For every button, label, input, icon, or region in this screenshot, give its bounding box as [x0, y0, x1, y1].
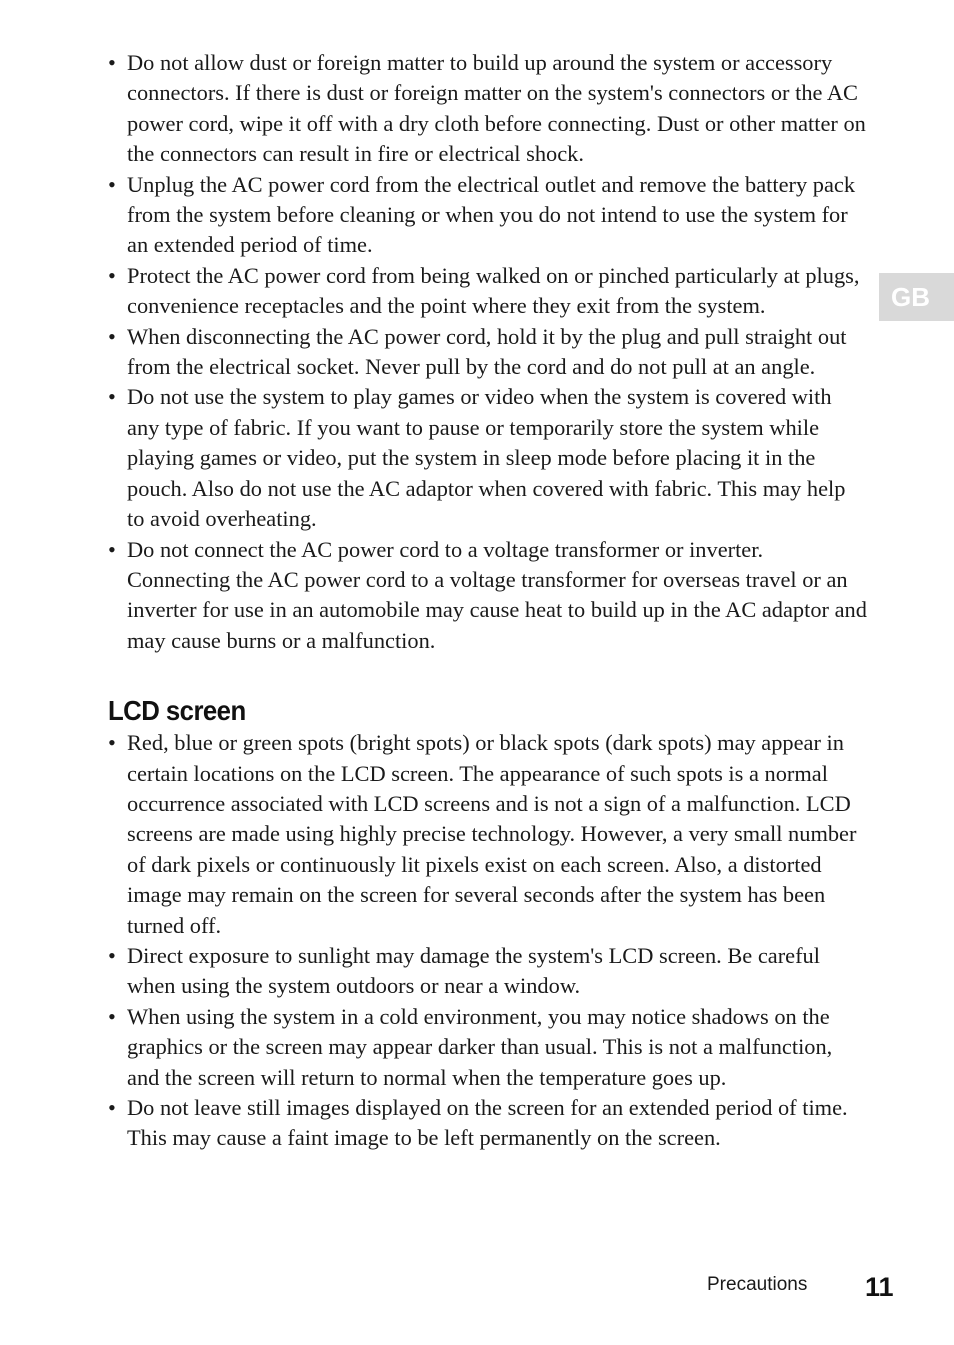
list-item [108, 261, 868, 322]
bullet-icon: • [108, 1095, 116, 1120]
section-heading-lcd-screen: LCD screen [108, 695, 246, 727]
bullet-icon: • [108, 323, 116, 349]
list-item [108, 535, 868, 657]
list-item [108, 728, 868, 941]
list-item-text: Protect the AC power cord from being walked on or pinched particularly at plugs, convenience receptacles and the point where they exit from the system. [127, 262, 860, 319]
list-item-text: Unplug the AC power cord from the electrical outlet and remove the battery pack from the system before cleaning or when you do not intend to use the system for an extended period of time. [127, 171, 856, 258]
list-item-text: When disconnecting the AC power cord, hold it by the plug and pull straight out from the electrical socket. Never pull by the cord and do not pull at an angle. [127, 323, 847, 380]
list-item [108, 48, 868, 170]
bullet-icon: • [108, 171, 116, 197]
list-item [108, 382, 868, 534]
list-item [108, 1002, 868, 1093]
precautions-list [108, 48, 868, 656]
list-item-text: Red, blue or green spots (bright spots) or black spots (dark spots) may appear in certain locations on the LCD screen. The appearance of such spots is a normal occurrence associated with LCD screens and is not a sign of a malfunction. LCD screens are made using highly precise technology. However, a very small number of dark pixels or continuously lit pixels exist on each screen. Also, a distorted image may remain on the screen for several seconds after the system has been turned off. [127, 730, 857, 938]
list-item-text: Do not allow dust or foreign matter to build up around the system or accessory connectors. If there is dust or foreign matter on the system's connectors or the AC power cord, wipe it off with a dry cloth before connecting. Dust or other matter on the connectors can result in fire or electrical shock. [127, 50, 866, 167]
list-item-text: Direct exposure to sunlight may damage the system's LCD screen. Be careful when using the system outdoors or near a window. [127, 942, 820, 999]
list-item-text: Do not leave still images displayed on the screen for an extended period of time. This may cause a faint image to be left permanently on the screen. [127, 1095, 848, 1151]
bullet-icon: • [108, 262, 116, 288]
bullet-icon: • [108, 536, 116, 562]
page-number: 11 [865, 1272, 894, 1302]
list-item-text: Do not use the system to play games or video when the system is covered with any type of fabric. If you want to pause or temporarily store the system while playing games or video, put the system in sleep mode before placing it in the pouch. Also do not use the AC adaptor when covered with fabric. This may help to avoid overheating. [127, 384, 846, 532]
list-item-text: When using the system in a cold environment, you may notice shadows on the graphics or the screen may appear darker than usual. This is not a malfunction, and the screen will return to normal when the temperature goes up. [127, 1003, 833, 1090]
bullet-icon: • [108, 942, 116, 968]
lcd-screen-list [108, 728, 868, 1154]
list-item-text: Do not connect the AC power cord to a voltage transformer or inverter. Connecting the AC power cord to a voltage transformer for overseas travel or an inverter for use in an automobile may cause heat to build up in the AC adaptor and may cause burns or a malfunction. [127, 536, 867, 653]
bullet-icon: • [108, 384, 116, 410]
list-item [108, 1093, 868, 1154]
footer-section-name: Precautions [707, 1274, 808, 1295]
bullet-icon: • [108, 1003, 116, 1029]
list-item [108, 941, 868, 1002]
bullet-icon: • [108, 50, 116, 75]
list-item [108, 322, 868, 383]
language-tab: GB [879, 273, 954, 321]
page-content [108, 48, 868, 1154]
bullet-icon: • [108, 730, 116, 756]
list-item [108, 170, 868, 261]
